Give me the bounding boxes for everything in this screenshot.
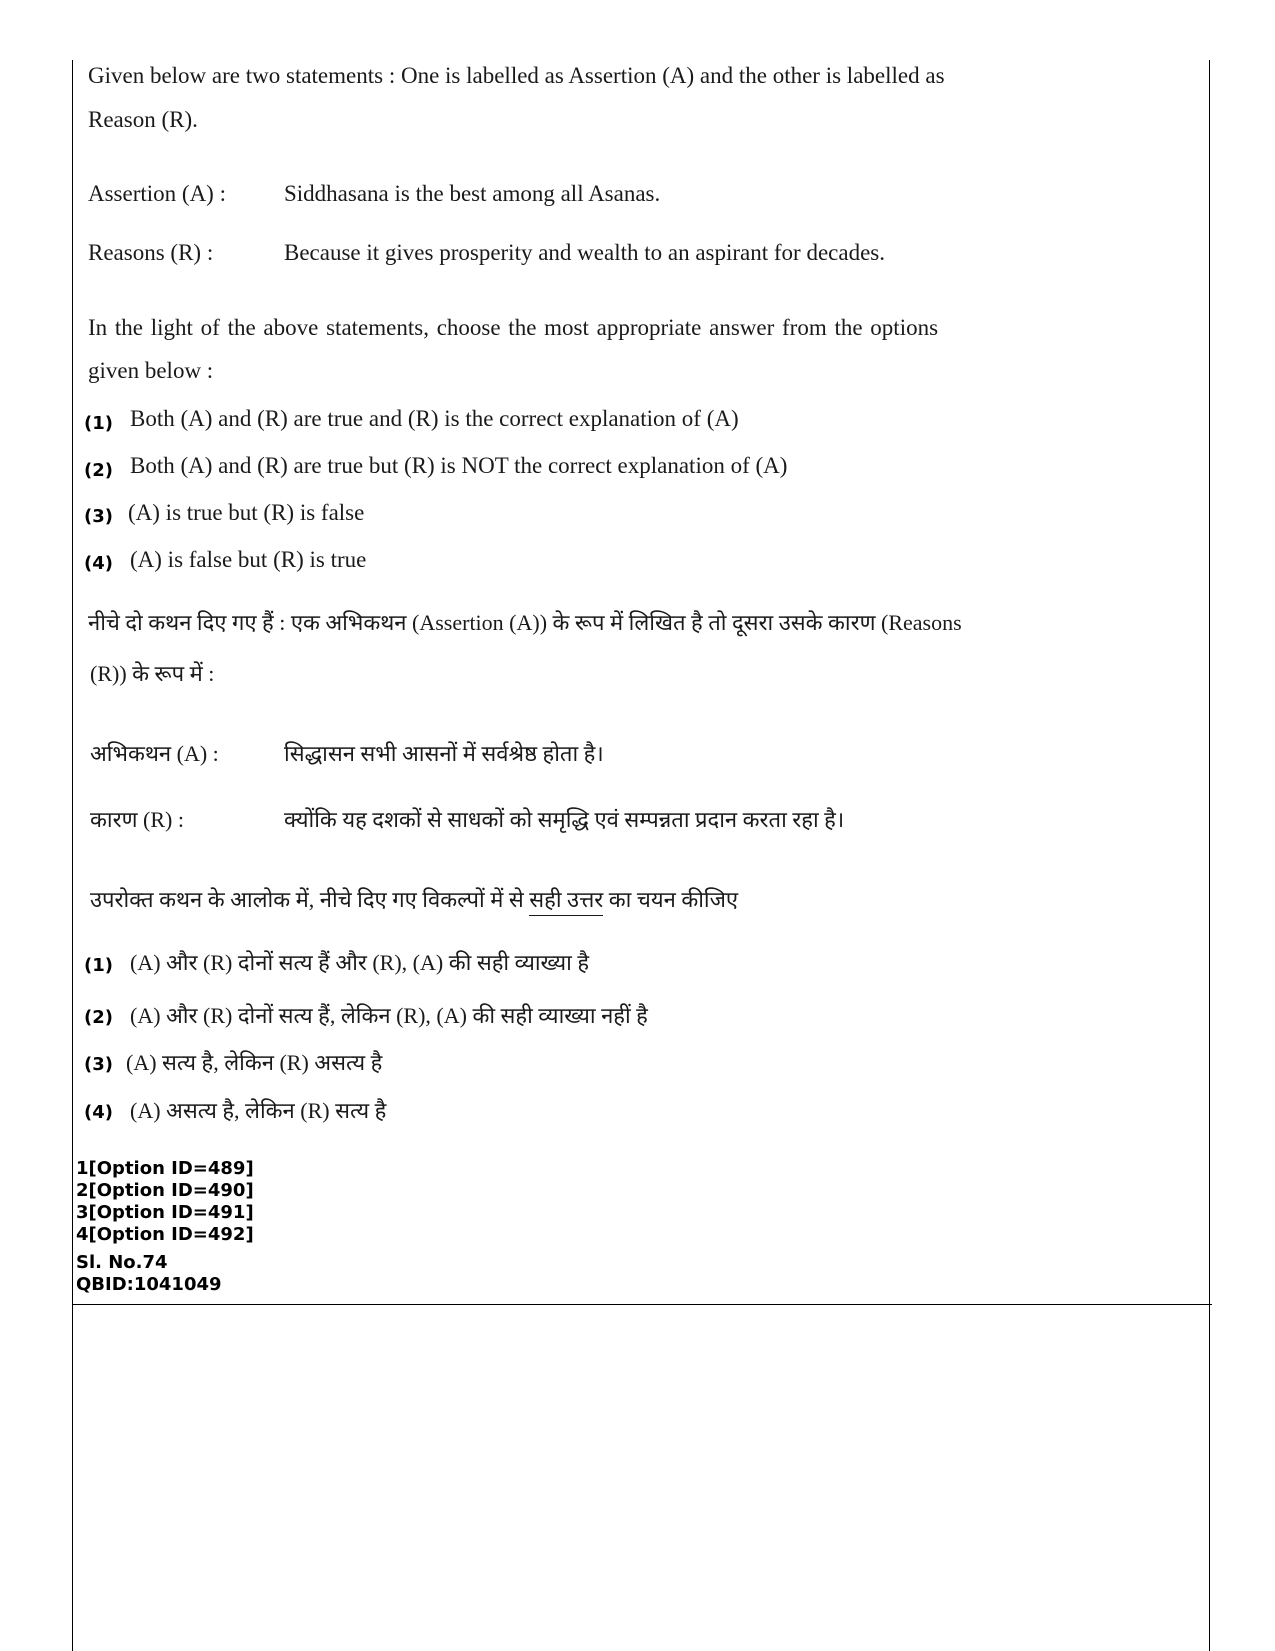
option-text: (A) is true but (R) is false <box>128 500 365 525</box>
option-number: (2) <box>84 460 113 481</box>
option-text: (A) सत्य है, लेकिन (R) असत्य है <box>126 1050 383 1075</box>
english-prompt-line2: given below : <box>88 358 214 383</box>
english-assertion-label: Assertion (A) : <box>88 181 226 206</box>
option-id: 4[Option ID=492] <box>76 1224 254 1245</box>
hindi-prompt <box>90 884 738 914</box>
hindi-prompt-before: उपरोक्त कथन के आलोक में, नीचे दिए गए विकल्पों में से <box>90 887 530 912</box>
option-number: (3) <box>84 506 113 527</box>
option-number: (3) <box>84 1054 113 1075</box>
option-text: (A) असत्य है, लेकिन (R) सत्य है <box>130 1098 387 1123</box>
option-text: Both (A) and (R) are true but (R) is NOT the correct explanation of (A) <box>130 453 788 478</box>
option-text: (A) is false but (R) is true <box>130 547 367 572</box>
question-bank-id: QBID:1041049 <box>76 1274 222 1295</box>
option-id: 2[Option ID=490] <box>76 1180 254 1201</box>
option-text: Both (A) and (R) are true and (R) is the correct explanation of (A) <box>130 406 739 431</box>
hindi-prompt-underlined: सही उत्तर <box>529 887 603 916</box>
serial-number: Sl. No.74 <box>76 1252 168 1273</box>
option-number: (4) <box>84 1102 113 1123</box>
hindi-assertion-text: सिद्धासन सभी आसनों में सर्वश्रेष्ठ होता है। <box>284 741 604 766</box>
option-number: (1) <box>84 413 113 434</box>
english-prompt-line1: In the light of the above statements, choose the most appropriate answer from the options <box>88 315 939 340</box>
hindi-prompt-after: का चयन कीजिए <box>603 887 739 912</box>
hindi-assertion-label: अभिकथन (A) : <box>90 741 219 766</box>
next-question-header <box>76 1252 222 1296</box>
page-frame <box>72 60 1210 1651</box>
section-divider <box>72 1304 1212 1305</box>
option-number: (1) <box>84 955 113 976</box>
option-number: (2) <box>84 1007 113 1028</box>
hindi-intro-line2: (R)) के रूप में : <box>90 661 215 686</box>
option-text: (A) और (R) दोनों सत्य हैं और (R), (A) की सही व्याख्या है <box>130 950 590 975</box>
option-id-list <box>76 1158 254 1246</box>
english-reason-label: Reasons (R) : <box>88 240 214 265</box>
hindi-reason-text: क्योंकि यह दशकों से साधकों को समृद्धि एवं सम्पन्नता प्रदान करता रहा है। <box>284 807 845 832</box>
option-id: 1[Option ID=489] <box>76 1158 254 1179</box>
hindi-intro-line1: नीचे दो कथन दिए गए हैं : एक अभिकथन (Assertion (A)) के रूप में लिखित है तो दूसरा उसके कारण (Reasons <box>88 610 962 635</box>
english-intro-line1: Given below are two statements : One is labelled as Assertion (A) and the other is labelled as <box>88 63 945 88</box>
option-id: 3[Option ID=491] <box>76 1202 254 1223</box>
hindi-reason-label: कारण (R) : <box>90 807 184 832</box>
option-text: (A) और (R) दोनों सत्य हैं, लेकिन (R), (A) की सही व्याख्या नहीं है <box>130 1003 648 1028</box>
english-reason-text: Because it gives prosperity and wealth to an aspirant for decades. <box>284 240 885 265</box>
option-number: (4) <box>84 553 113 574</box>
english-assertion-text: Siddhasana is the best among all Asanas. <box>284 181 661 206</box>
english-intro-line2: Reason (R). <box>88 107 198 132</box>
